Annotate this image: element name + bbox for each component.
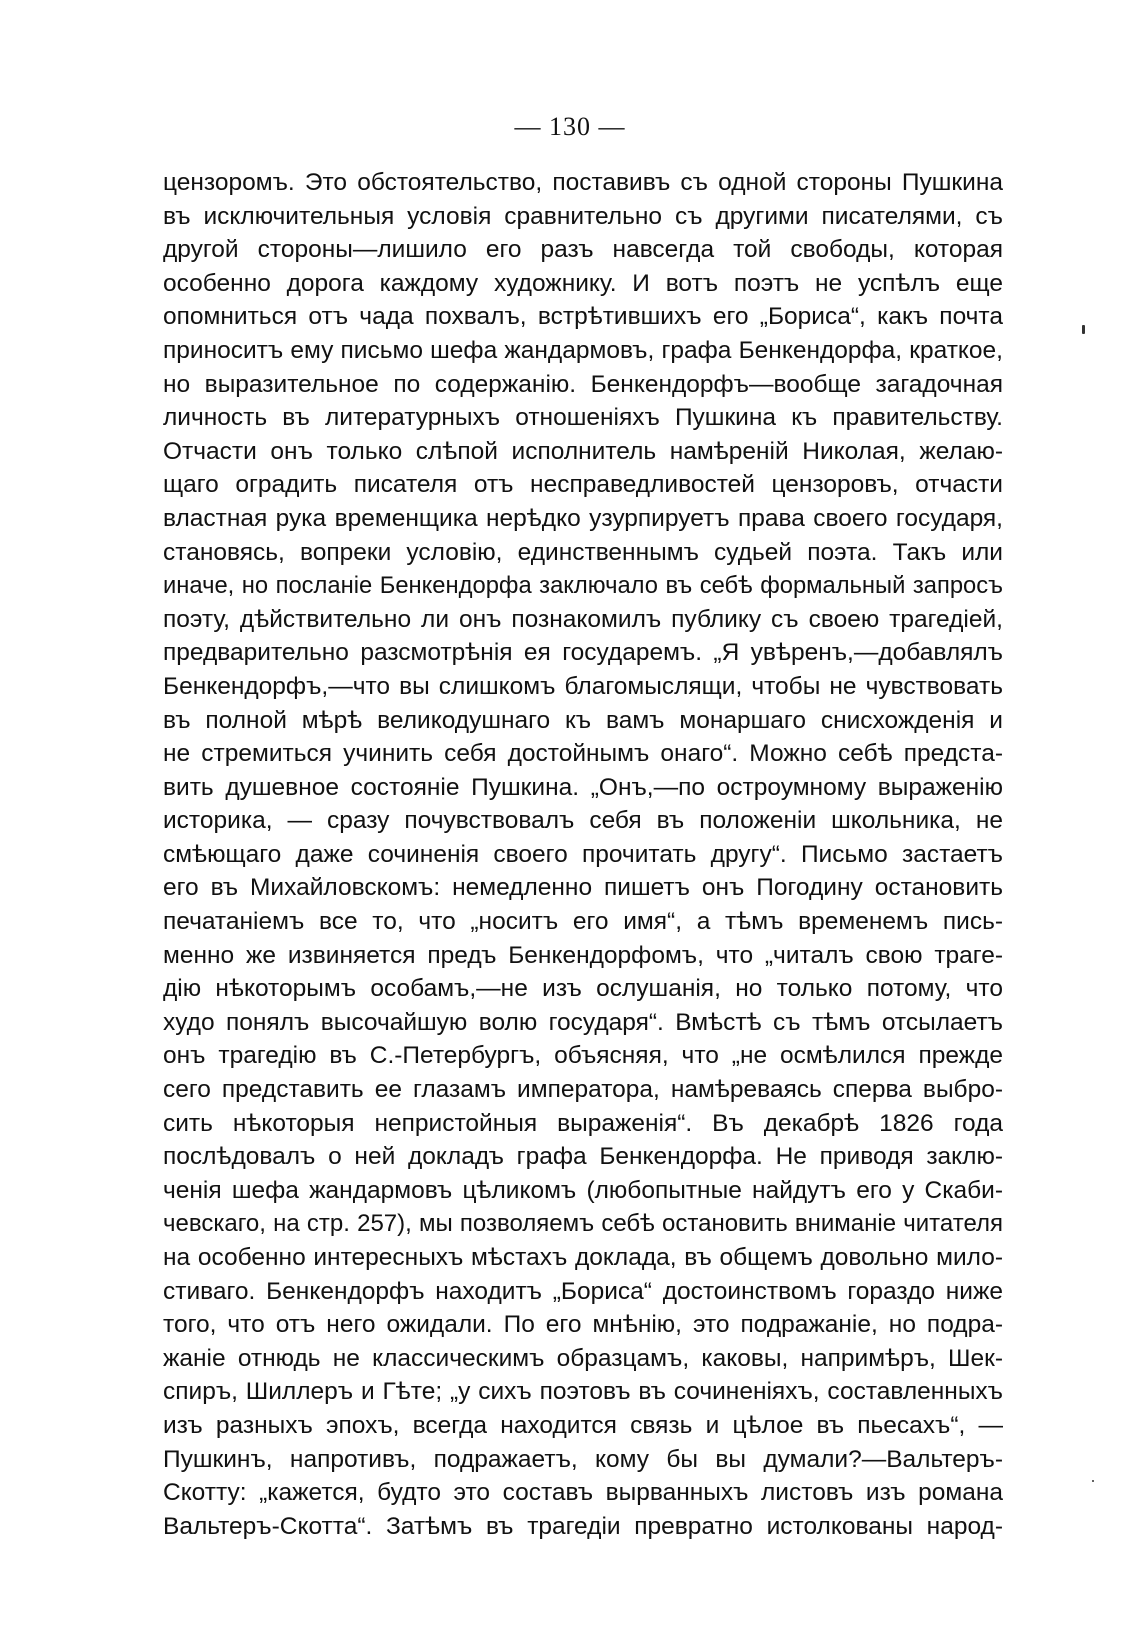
text-line: особенно дорога каждому художнику. И вотъ поэтъ не успѣлъ еще	[163, 269, 1003, 297]
text-line: того, что отъ него ожидали. По его мнѣнію, это подражаніе, но подра-	[163, 1311, 1003, 1339]
text-line: стиваго. Бенкендорфъ находитъ „Бориса“ достоинствомъ гораздо ниже	[163, 1277, 1003, 1305]
text-line: сего представить ее глазамъ императора, намѣреваясь сперва выбро-	[163, 1076, 1003, 1104]
text-line: изъ разныхъ эпохъ, всегда находится связь и цѣлое въ пьесахъ“, —	[163, 1411, 1003, 1439]
margin-speck	[1092, 1480, 1094, 1482]
text-line: опомниться отъ чада похвалъ, встрѣтившихъ его „Бориса“, какъ почта	[163, 303, 1003, 331]
text-line: другой стороны—лишило его разъ навсегда той свободы, которая	[163, 236, 1003, 264]
text-line: Пушкинъ, напротивъ, подражаетъ, кому бы вы думали?—Вальтеръ-	[163, 1445, 1003, 1473]
text-line: печатаніемъ все то, что „носитъ его имя“, а тѣмъ временемъ пись-	[163, 908, 1003, 936]
text-line: Вальтеръ-Скотта“. Затѣмъ въ трагедіи превратно истолкованы народ-	[163, 1512, 1003, 1540]
text-line: Бенкендорфъ,—что вы слишкомъ благомыслящи, чтобы не чувствовать	[163, 672, 1003, 700]
body-text	[163, 166, 1003, 1543]
text-line: но выразительное по содержанію. Бенкендорфъ—вообще загадочная	[163, 370, 1003, 398]
text-line: иначе, но посланіе Бенкендорфа заключало въ себѣ формальный запросъ	[163, 572, 1003, 600]
text-line: онъ трагедію въ С.-Петербургъ, объясняя, что „не осмѣлился прежде	[163, 1042, 1003, 1070]
text-line: властная рука временщика нерѣдко узурпируетъ права своего государя,	[163, 504, 1003, 532]
text-line: поэту, дѣйствительно ли онъ познакомилъ публику съ своею трагедіей,	[163, 605, 1003, 633]
text-line: сить нѣкоторыя непристойныя выраженія“. Въ декабрѣ 1826 года	[163, 1109, 1003, 1137]
text-line: менно же извиняется предъ Бенкендорфомъ, что „читалъ свою траге-	[163, 941, 1003, 969]
text-line: жаніе отнюдь не классическимъ образцамъ, каковы, напримѣръ, Шек-	[163, 1344, 1003, 1372]
page-number: — 130 —	[514, 112, 626, 141]
text-line: послѣдовалъ о ней докладъ графа Бенкендорфа. Не приводя заклю-	[163, 1143, 1003, 1171]
text-line: дію нѣкоторымъ особамъ,—не изъ ослушанія, но только потому, что	[163, 975, 1003, 1003]
text-line: цензоромъ. Это обстоятельство, поставивъ съ одной стороны Пушкина	[163, 169, 1003, 196]
text-line: въ полной мѣрѣ великодушнаго къ вамъ монаршаго снисхожденія и	[163, 706, 1003, 734]
text-line: худо понялъ высочайшую волю государя“. Вмѣстѣ съ тѣмъ отсылаетъ	[163, 1008, 1003, 1036]
text-line: спиръ, Шиллеръ и Гѣте; „у сихъ поэтовъ въ сочиненіяхъ, составленныхъ	[163, 1378, 1003, 1406]
text-line: его въ Михайловскомъ: немедленно пишетъ онъ Погодину остановить	[163, 874, 1003, 902]
text-line: не стремиться учинить себя достойнымъ онаго“. Можно себѣ предста-	[163, 740, 1003, 768]
text-line: Отчасти онъ только слѣпой исполнитель намѣреній Николая, желаю-	[163, 437, 1003, 465]
text-line: ченія шефа жандармовъ цѣликомъ (любопытные найдутъ его у Скаби-	[163, 1176, 1003, 1204]
text-line: историка, — сразу почувствовалъ себя въ положеніи школьника, не	[163, 807, 1003, 835]
text-line: предварительно разсмотрѣнія ея государемъ. „Я увѣренъ,—добавлялъ	[163, 639, 1003, 667]
text-line: на особенно интересныхъ мѣстахъ доклада, въ общемъ довольно мило-	[163, 1244, 1003, 1271]
text-line: Скотту: „кажется, будто это составъ вырванныхъ листовъ изъ романа	[163, 1479, 1003, 1507]
text-line: приноситъ ему письмо шефа жандармовъ, графа Бенкендорфа, краткое,	[163, 336, 1003, 364]
text-line: въ исключительныя условія сравнительно съ другими писателями, съ	[163, 202, 1003, 230]
text-line: чевскаго, на стр. 257), мы позволяемъ себѣ остановить вниманіе читателя	[163, 1210, 1003, 1238]
text-line: смѣющаго даже сочиненія своего прочитать другу“. Письмо застаетъ	[163, 840, 1003, 868]
text-line: вить душевное состояніе Пушкина. „Онъ,—по остроумному выраженію	[163, 773, 1003, 801]
text-line: становясь, вопреки условію, единственнымъ судьей поэта. Такъ или	[163, 538, 1003, 566]
margin-speck	[1082, 325, 1085, 334]
text-line: щаго оградить писателя отъ несправедливостей цензоровъ, отчасти	[163, 471, 1003, 499]
text-line: личность въ литературныхъ отношеніяхъ Пушкина къ правительству.	[163, 404, 1003, 432]
